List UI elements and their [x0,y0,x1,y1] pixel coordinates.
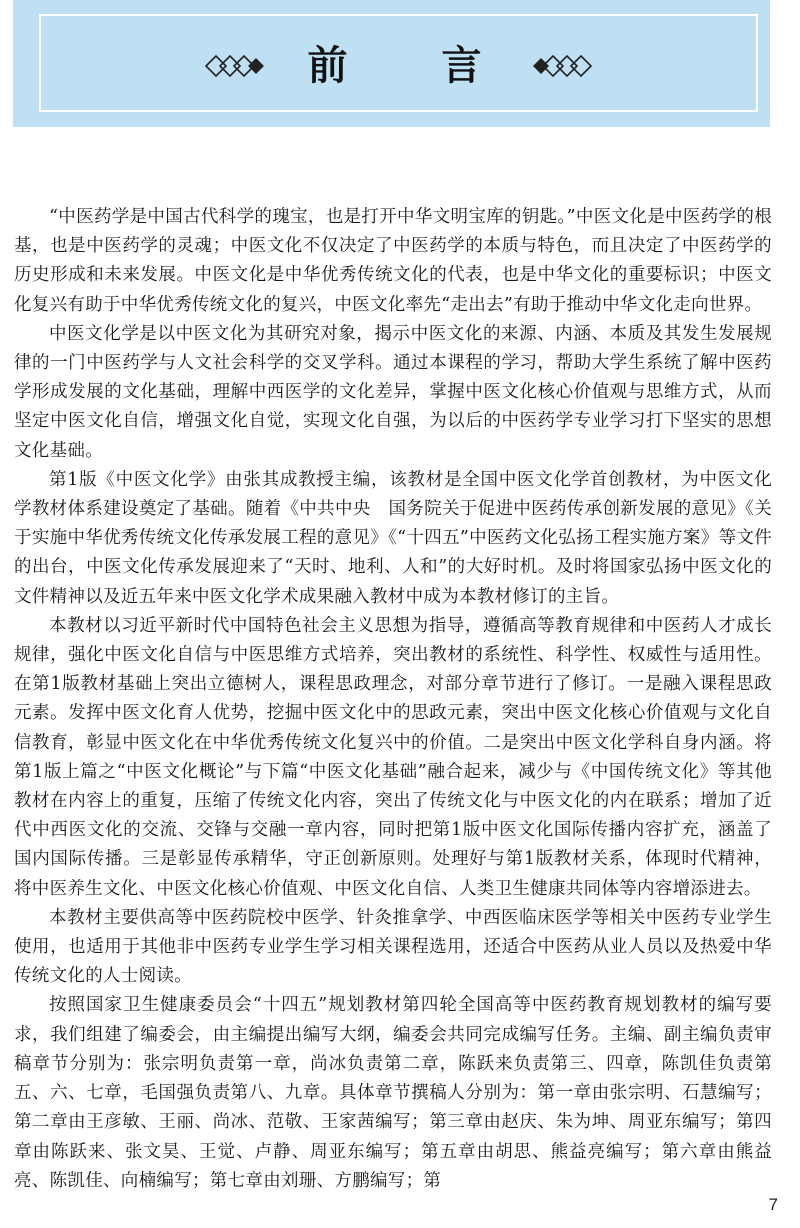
paragraph: 本教材以习近平新时代中国特色社会主义思想为指导，遵循高等教育规律和中医药人才成长规律，强化中医文化自信与中医思维方式培养，突出教材的系统性、科学性、权威性与适用性。在第1版教材基础上突出立德树人，课程思政理念，对部分章节进行了修订。一是融入课程思政元素。发挥中医文化育人优势，挖掘中医文化中的思政元素，突出中医文化核心价值观与文化自信教育，彰显中医文化在中华优秀传统文化复兴中的价值。二是突出中医文化学科自身内涵。将第1版上篇之“中医文化概论”与下篇“中医文化基础”融合起来，减少与《中国传统文化》等其他教材在内容上的重复，压缩了传统文化内容，突出了传统文化与中医文化的内在联系；增加了近代中西医文化的交流、交锋与交融一章内容，同时把第1版中医文化国际传播内容扩充，涵盖了国内国际传播。三是彰显传承精华，守正创新原则。处理好与第1版教材关系，体现时代精神，将中医养生文化、中医文化核心价值观、中医文化自信、人类卫生健康共同体等内容增添进去。 [14,615,772,899]
paragraph: 中医文化学是以中医文化为其研究对象，揭示中医文化的来源、内涵、本质及其发生发展规律的一门中医药学与人文社会科学的交叉学科。通过本课程的学习，帮助大学生系统了解中医药学形成发展的文化基础，理解中西医学的文化差异，掌握中医文化核心价值观与思维方式，从而坚定中医文化自信，增强文化自觉，实现文化自强，为以后的中医药学专业学习打下坚实的思想文化基础。 [14,323,772,461]
paragraph: 本教材主要供高等中医药院校中医学、针灸推拿学、中西医临床医学等相关中医药专业学生使用，也适用于其他非中医药专业学生学习相关课程选用，还适合中医药从业人员以及热爱中华传统文化的人士阅读。 [14,907,772,987]
paragraph: 按照国家卫生健康委员会“十四五”规划教材第四轮全国高等中医药教育规划教材的编写要求，我们组建了编委会，由主编提出编写大纲，编委会共同完成编写任务。主编、副主编负责审稿章节分别为：张宗明负责第一章，尚冰负责第二章，陈跃来负责第三、四章，陈凯佳负责第五、六、七章，毛国强负责第八、九章。具体章节撰稿人分别为：第一章由张宗明、石慧编写；第二章由王彦敏、王丽、尚冰、范敬、王家茜编写；第三章由赵庆、朱为坤、周亚东编写；第四章由陈跃来、张文昊、王觉、卢静、周亚东编写；第五章由胡思、熊益亮编写；第六章由熊益亮、陈凯佳、向楠编写；第七章由刘珊、方鹏编写；第 [14,995,772,1191]
paragraph: “中医药学是中国古代科学的瑰宝，也是打开中华文明宝库的钥匙。”中医文化是中医药学的根基，也是中医药学的灵魂；中医文化不仅决定了中医药学的本质与特色，而且决定了中医药学的历史形成和未来发展。中医文化是中华优秀传统文化的代表，也是中华文化的重要标识；中医文化复兴有助于中华优秀传统文化的复兴，中医文化率先“走出去”有助于推动中华文化走向世界。 [14,207,772,315]
header-band [13,0,770,127]
page-number: 7 [768,1195,778,1214]
title-row [41,42,756,89]
page-title: 前 言 [307,42,522,89]
diamond-chain-icon [531,52,595,80]
paragraph: 第1版《中医文化学》由张其成教授主编，该教材是全国中医文化学首创教材，为中医文化学教材体系建设奠定了基础。随着《中共中央 国务院关于促进中医药传承创新发展的意见》《关于实施中华优秀传统文化传承发展工程的意见》《“十四五”中医药文化弘扬工程实施方案》等文件的出台，中医文化传承发展迎来了“天时、地利、人和”的大好时机。及时将国家弘扬中医文化的文件精神以及近五年来中医文化学术成果融入教材中成为本教材修订的主旨。 [14,469,772,607]
diamond-chain-icon [202,52,266,80]
preface-body [14,203,772,1196]
header-frame [39,14,758,112]
